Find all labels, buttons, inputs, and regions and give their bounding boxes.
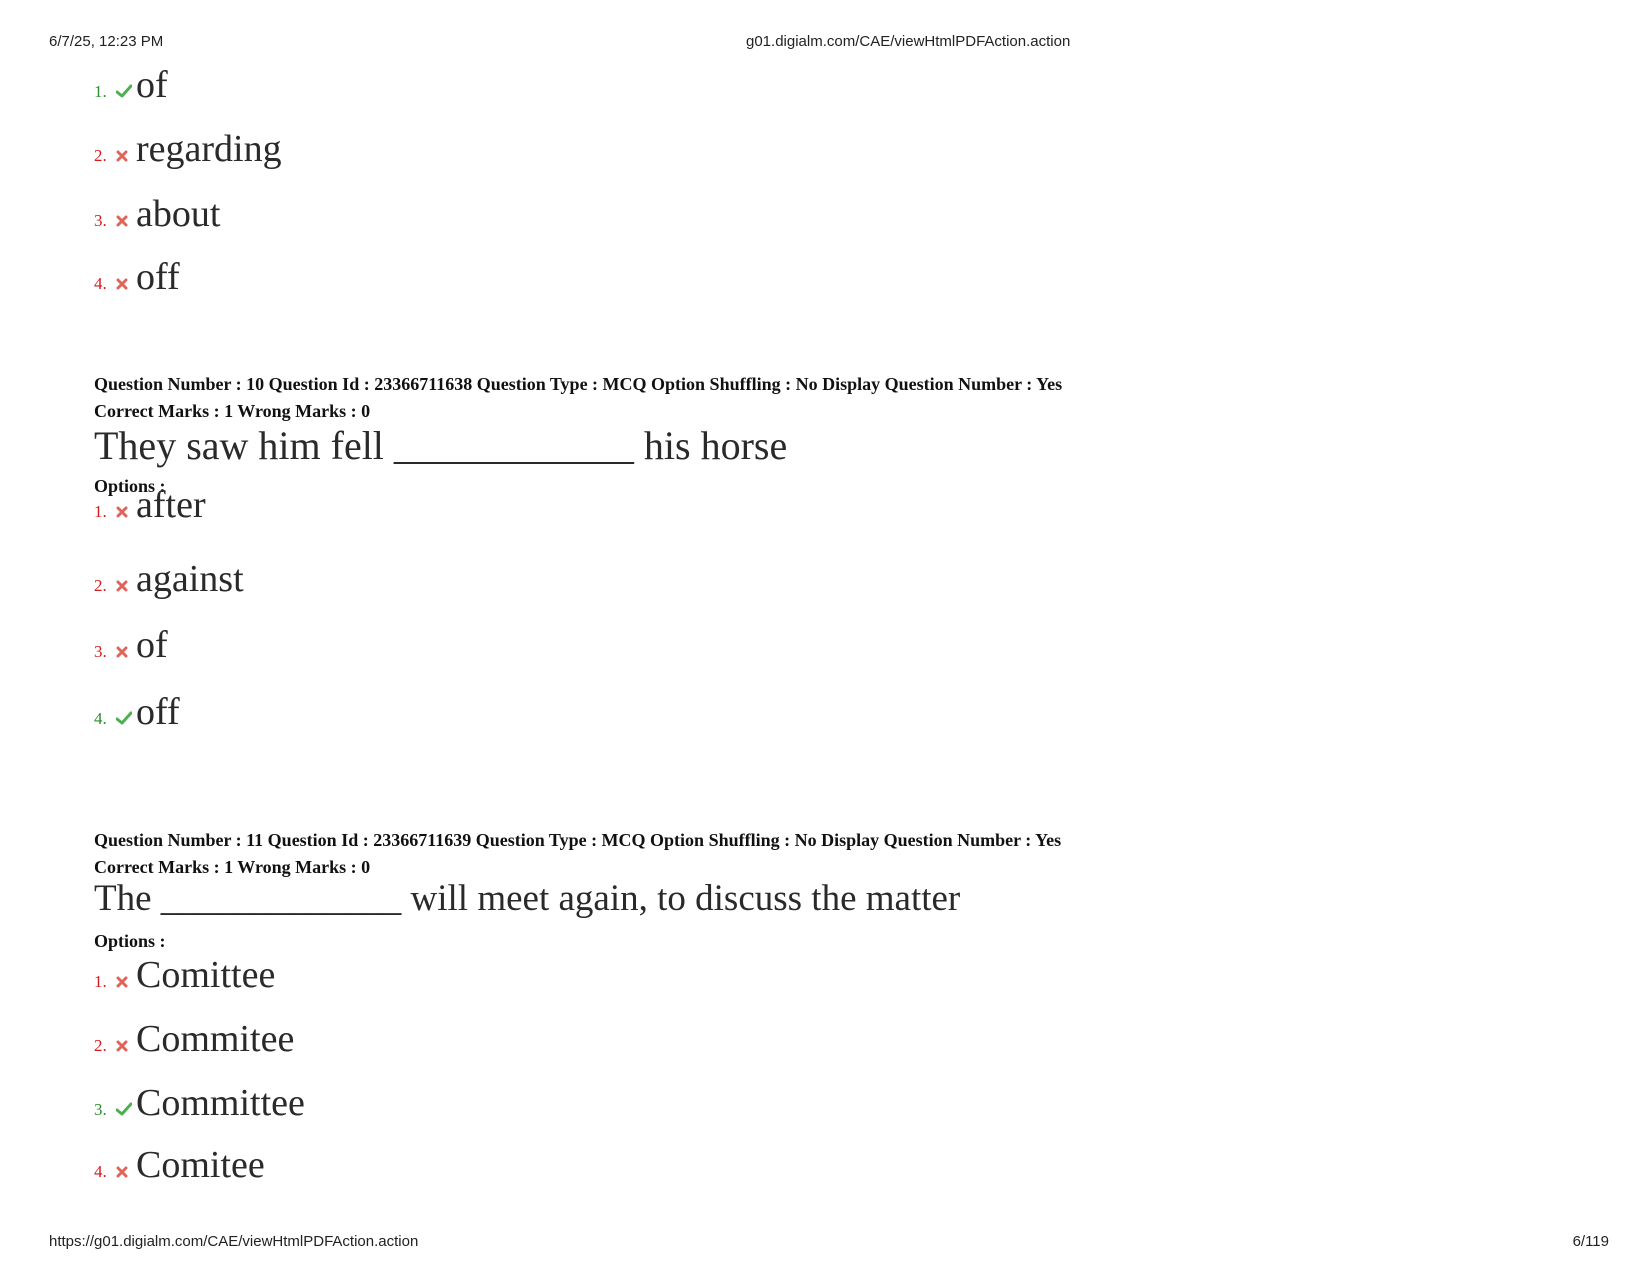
- option-text: of: [136, 624, 168, 666]
- option-number: 4.: [94, 709, 107, 728]
- question-meta: Question Number : 10 Question Id : 23366711638 Question Type : MCQ Option Shuffling : No Display Question Number : Yes: [94, 374, 1063, 394]
- option-text: about: [136, 193, 221, 235]
- option-number: 3.: [94, 211, 107, 230]
- option-item: [94, 46, 168, 106]
- option-number: 4.: [94, 274, 107, 293]
- cross-icon: [116, 150, 136, 170]
- option-item: [94, 540, 244, 600]
- option-text: off: [136, 256, 180, 298]
- option-item: [94, 606, 168, 666]
- cross-icon: [116, 976, 136, 996]
- cross-icon: [116, 646, 136, 666]
- cross-icon: [116, 278, 136, 298]
- print-datetime: 6/7/25, 12:23 PM: [49, 33, 164, 50]
- question-text: They saw him fell ____________ his horse: [94, 423, 788, 468]
- cross-icon: [116, 215, 136, 235]
- marks-meta: Correct Marks : 1 Wrong Marks : 0: [94, 857, 371, 877]
- option-text: regarding: [136, 128, 282, 170]
- option-item: [94, 110, 282, 170]
- option-number: 1.: [94, 82, 107, 101]
- option-text: Comitee: [136, 1144, 265, 1186]
- marks-meta: Correct Marks : 1 Wrong Marks : 0: [94, 401, 371, 421]
- option-item: [94, 1000, 294, 1060]
- option-item: [94, 673, 180, 733]
- option-number: 2.: [94, 146, 107, 165]
- option-item: [94, 466, 206, 526]
- option-text: Commitee: [136, 1018, 295, 1060]
- check-icon: [116, 711, 136, 733]
- options-label: Options :: [94, 476, 166, 496]
- cross-icon: [116, 1040, 136, 1060]
- option-text: off: [136, 691, 180, 733]
- cross-icon: [116, 1166, 136, 1186]
- option-number: 3.: [94, 642, 107, 661]
- option-text: Comittee: [136, 954, 276, 996]
- option-number: 1.: [94, 972, 107, 991]
- question-text: The _____________ will meet again, to discuss the matter: [94, 878, 961, 919]
- page-number: 6/119: [1572, 1233, 1609, 1250]
- question-meta: Question Number : 11 Question Id : 23366711639 Question Type : MCQ Option Shuffling : No Display Question Number : Yes: [94, 830, 1062, 850]
- option-text: after: [136, 484, 206, 526]
- check-icon: [116, 1102, 136, 1124]
- option-text: against: [136, 558, 244, 600]
- print-footer-url: https://g01.digialm.com/CAE/viewHtmlPDFAction.action: [49, 1233, 419, 1250]
- cross-icon: [116, 580, 136, 600]
- options-label: Options :: [94, 931, 166, 951]
- option-item: [94, 1064, 305, 1124]
- option-text: of: [136, 64, 168, 106]
- option-number: 4.: [94, 1162, 107, 1181]
- option-number: 1.: [94, 502, 107, 521]
- option-number: 3.: [94, 1100, 107, 1119]
- option-number: 2.: [94, 576, 107, 595]
- option-item: [94, 238, 180, 298]
- option-item: [94, 175, 220, 235]
- option-item: [94, 936, 275, 996]
- option-number: 2.: [94, 1036, 107, 1055]
- option-text: Committee: [136, 1082, 305, 1124]
- option-item: [94, 1126, 265, 1186]
- print-header-url: g01.digialm.com/CAE/viewHtmlPDFAction.action: [746, 33, 1071, 50]
- check-icon: [116, 84, 136, 106]
- cross-icon: [116, 506, 136, 526]
